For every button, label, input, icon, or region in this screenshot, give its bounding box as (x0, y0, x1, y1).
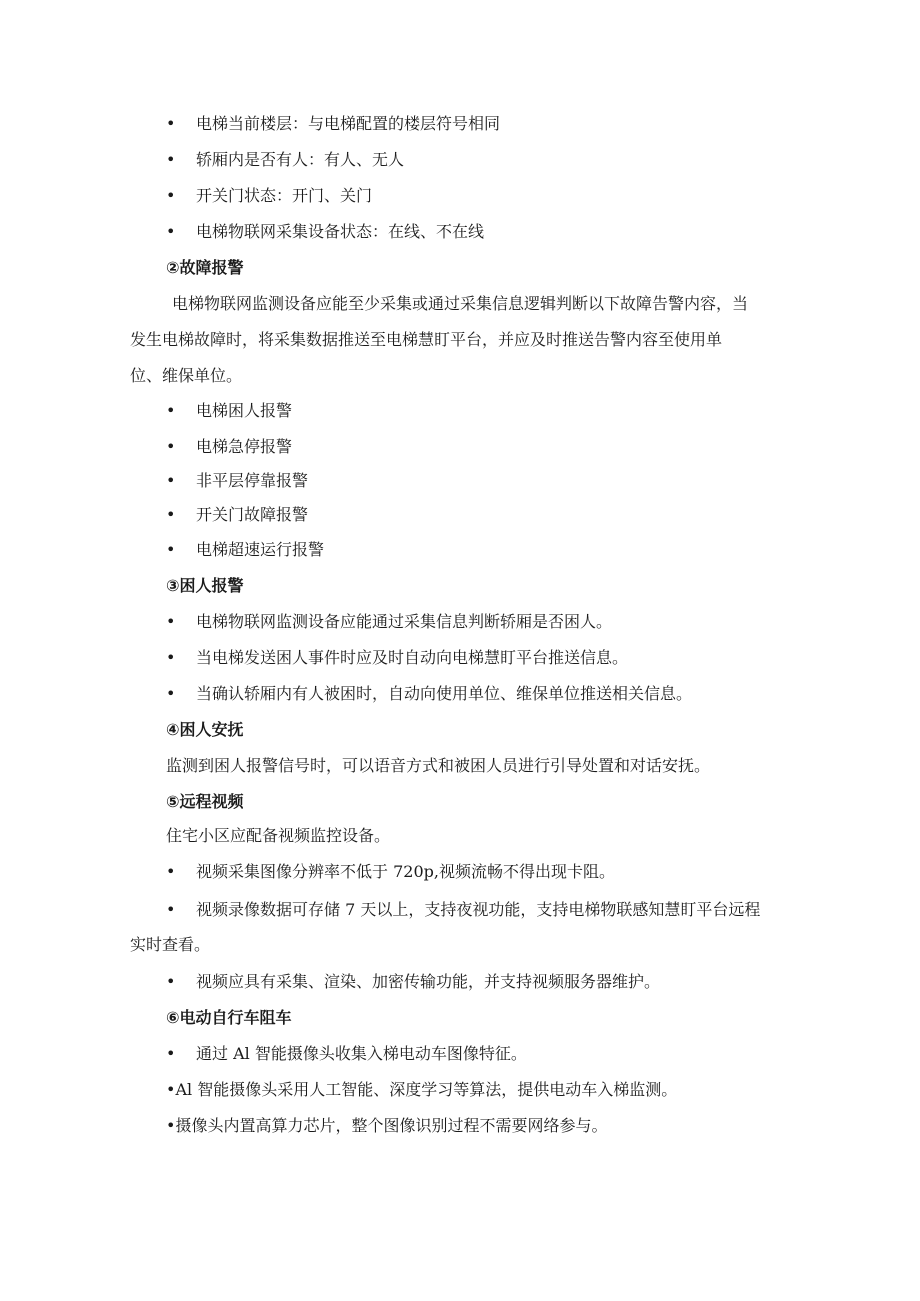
bullet: • (166, 684, 176, 703)
list-item: 视频应具有采集、渲染、加密传输功能，并支持视频服务器维护。 (196, 972, 661, 991)
list-item: 非平层停靠报警 (196, 471, 309, 490)
list-item-continued: 实时查看。 (130, 935, 211, 954)
bullet: • (166, 437, 176, 456)
bullet: • (166, 648, 176, 667)
list-item: 电梯困人报警 (196, 401, 293, 420)
bullet: • (166, 972, 176, 991)
paragraph-line: 发生电梯故障时，将采集数据推送至电梯慧盯平台，并应及时推送告警内容至使用单 (130, 330, 723, 349)
list-item: 电梯急停报警 (196, 437, 293, 456)
list-item: 电梯当前楼层：与电梯配置的楼层符号相同 (196, 114, 501, 133)
list-item: 当电梯发送困人事件时应及时自动向电梯慧盯平台推送信息。 (196, 648, 629, 667)
paragraph-line: 电梯物联网监测设备应能至少采集或通过采集信息逻辑判断以下故障告警内容，当 (172, 294, 749, 313)
list-item: 视频录像数据可存储 7 天以上，支持夜视功能，支持电梯物联感知慧盯平台远程 (196, 900, 761, 919)
paragraph-line: 位、维保单位。 (130, 366, 243, 385)
list-item: 当确认轿厢内有人被困时，自动向使用单位、维保单位推送相关信息。 (196, 684, 693, 703)
list-item: 开关门状态：开门、关门 (196, 186, 373, 205)
paragraph: 监测到困人报警信号时，可以语音方式和被困人员进行引导处置和对话安抚。 (166, 756, 711, 775)
list-item: 轿厢内是否有人：有人、无人 (196, 150, 405, 169)
bullet: • (166, 862, 176, 881)
bullet: • (166, 1044, 176, 1063)
bullet: • (166, 114, 176, 133)
section-heading: ⑤远程视频 (166, 792, 244, 811)
bullet: • (166, 471, 176, 490)
list-item: 电梯物联网监测设备应能通过采集信息判断轿厢是否困人。 (196, 612, 613, 631)
bullet: • (166, 186, 176, 205)
bullet: • (166, 401, 176, 420)
bullet: • (166, 612, 176, 631)
paragraph: 住宅小区应配备视频监控设备。 (166, 826, 391, 845)
bullet: • (166, 222, 176, 241)
list-item: 通过 Al 智能摄像头收集入梯电动车图像特征。 (196, 1044, 527, 1063)
section-heading: ③困人报警 (166, 576, 244, 595)
bullet: • (166, 505, 176, 524)
list-item: •摄像头内置高算力芯片，整个图像识别过程不需要网络参与。 (166, 1116, 608, 1135)
list-item: 视频采集图像分辨率不低于 720p,视频流畅不得出现卡阻。 (196, 862, 615, 881)
section-heading: ②故障报警 (166, 258, 244, 277)
section-heading: ④困人安抚 (166, 720, 244, 739)
list-item: 开关门故障报警 (196, 505, 309, 524)
bullet: • (166, 540, 176, 559)
list-item: 电梯超速运行报警 (196, 540, 325, 559)
list-item: 电梯物联网采集设备状态：在线、不在线 (196, 222, 485, 241)
bullet: • (166, 900, 176, 919)
list-item: •Al 智能摄像头采用人工智能、深度学习等算法，提供电动车入梯监测。 (166, 1080, 678, 1099)
section-heading: ⑥电动自行车阻车 (166, 1008, 292, 1027)
bullet: • (166, 150, 176, 169)
